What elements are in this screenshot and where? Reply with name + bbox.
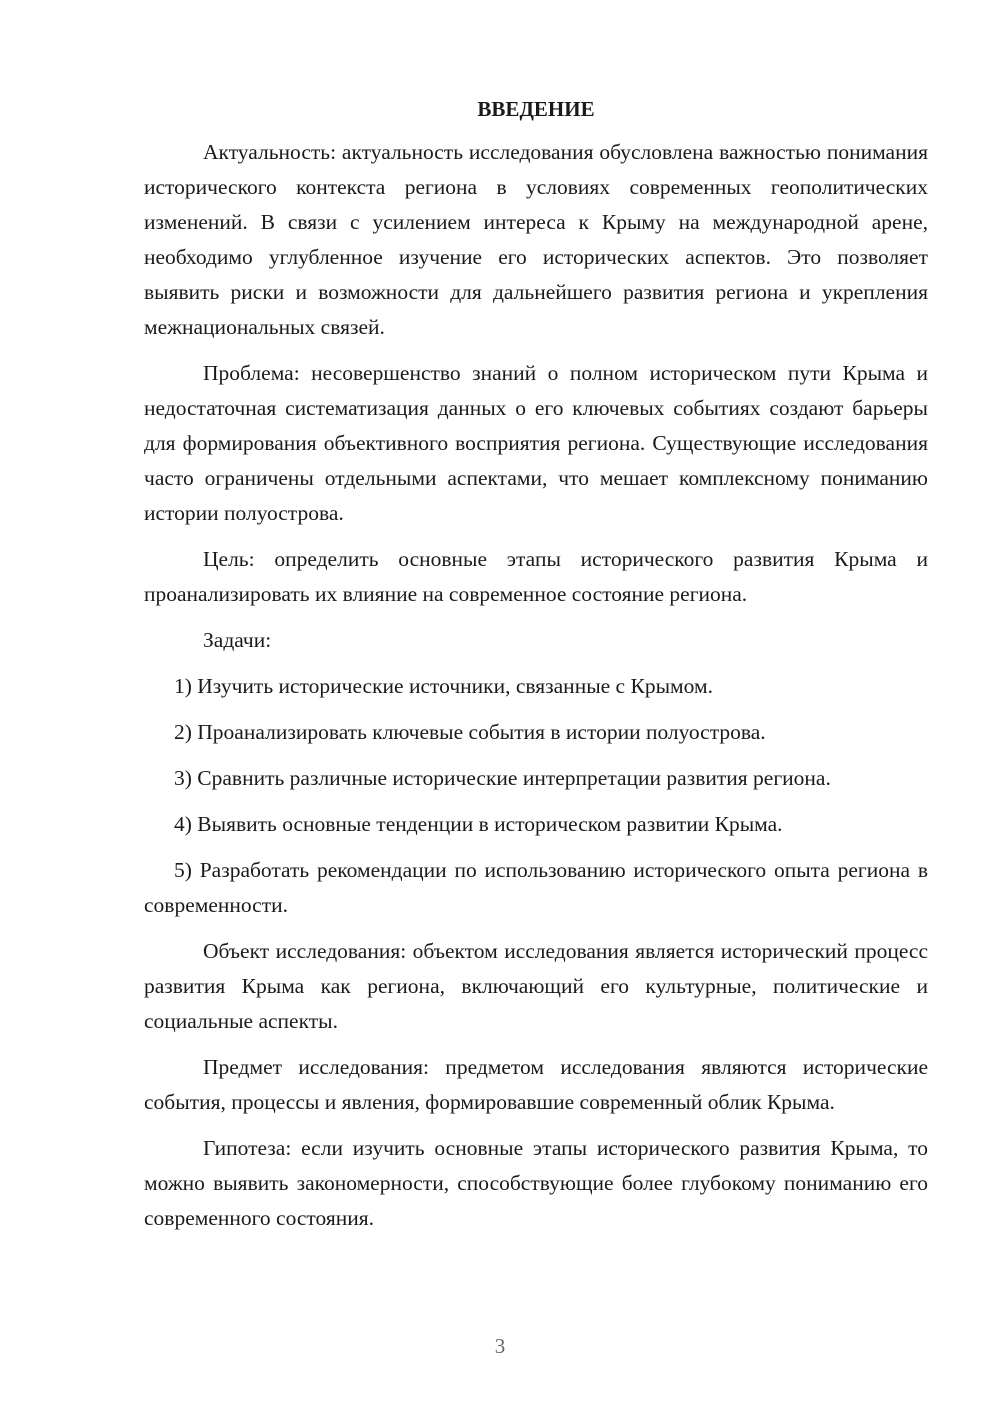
- task-item-3: 3) Сравнить различные исторические интерпретации развития региона.: [174, 766, 831, 790]
- paragraph-hypothesis: Гипотеза: если изучить основные этапы исторического развития Крыма, то можно выявить закономерности, способствующие более глубокому пониманию его современного состояния.: [144, 1136, 928, 1230]
- task-item-1: 1) Изучить исторические источники, связанные с Крымом.: [174, 674, 713, 698]
- paragraph-subject: Предмет исследования: предметом исследования являются исторические события, процессы и явления, формировавшие современный облик Крыма.: [144, 1055, 928, 1114]
- task-item-4: 4) Выявить основные тенденции в историческом развитии Крыма.: [174, 812, 783, 836]
- paragraph-problem: Проблема: несовершенство знаний о полном историческом пути Крыма и недостаточная систематизация данных о его ключевых событиях создают барьеры для формирования объективного восприятия региона. Существующие исследования часто ограничены отдельными аспектами, что мешает комплексному пониманию истории полуострова.: [144, 361, 928, 525]
- paragraph-goal: Цель: определить основные этапы исторического развития Крыма и проанализировать их влияние на современное состояние региона.: [144, 547, 928, 606]
- task-item-5: 5) Разработать рекомендации по использованию исторического опыта региона в современности.: [144, 858, 928, 917]
- page-number: 3: [494, 1334, 506, 1358]
- paragraph-object: Объект исследования: объектом исследования является исторический процесс развития Крыма как региона, включающий его культурные, политические и социальные аспекты.: [144, 939, 928, 1033]
- task-item-2: 2) Проанализировать ключевые события в истории полуострова.: [174, 720, 766, 744]
- paragraph-relevance: Актуальность: актуальность исследования обусловлена важностью понимания исторического контекста региона в условиях современных геополитических изменений. В связи с усилением интереса к Крыму на международной арене, необходимо углубленное изучение его исторических аспектов. Это позволяет выявить риски и возможности для дальнейшего развития региона и укрепления межнациональных связей.: [144, 140, 928, 339]
- paragraph-tasks-heading: Задачи:: [203, 628, 272, 652]
- section-title: ВВЕДЕНИЕ: [477, 97, 595, 121]
- page-content: [144, 92, 928, 1247]
